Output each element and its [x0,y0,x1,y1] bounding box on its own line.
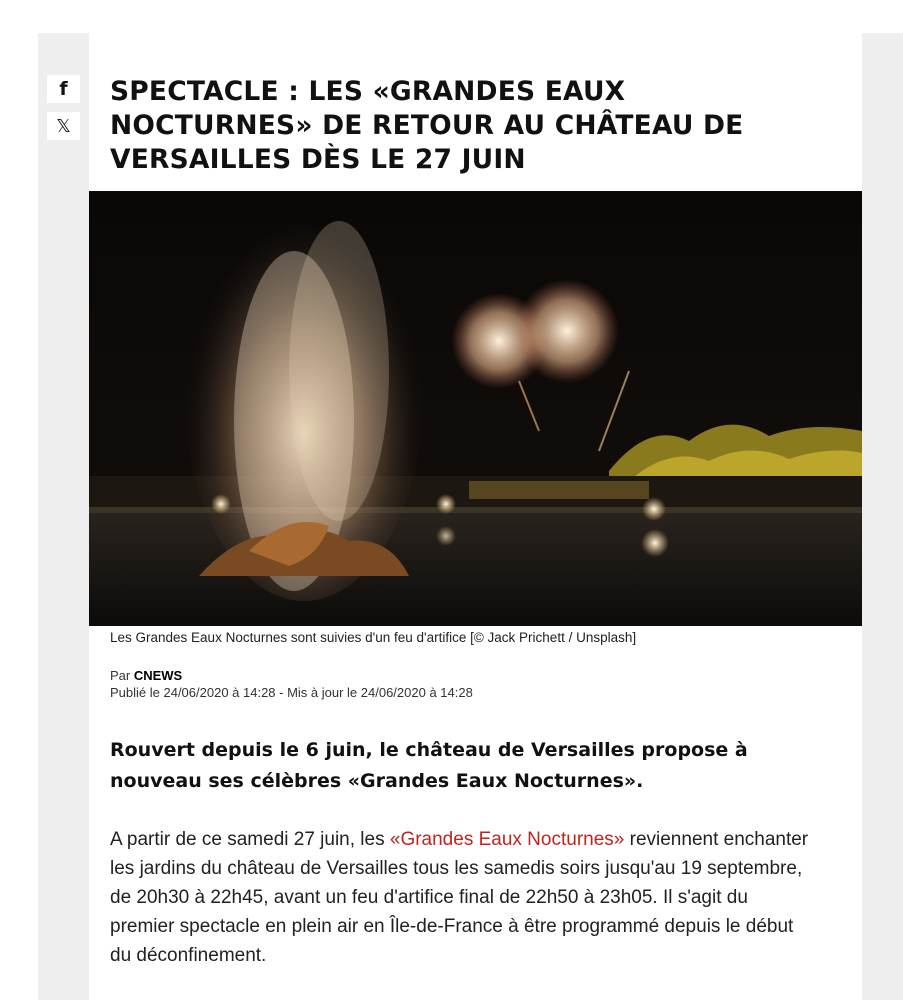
article-paragraph [110,825,810,970]
article-image [89,191,862,626]
byline-prefix: Par [110,668,134,683]
author-name[interactable]: CNEWS [133,668,183,683]
publish-date: Publié le 24/06/2020 à 14:28 - Mis à jour le 24/06/2020 à 14:28 [110,685,473,700]
image-caption: Les Grandes Eaux Nocturnes sont suivies d'un feu d'artifice [© Jack Prichett / Unsplash] [110,630,637,645]
paragraph-text-end: reviennent enchanter les jardins du château de Versailles tous les samedis soirs jusqu'au 19 septembre, de 20h30 à 22h45, avant un feu d'artifice final de 22h50 à 23h05. Il s'agit du premier spectacle en plein air en Île-de-France à être programmé depuis le début du déconfinement. [110,829,809,966]
left-gutter [38,33,89,1000]
facebook-share-icon[interactable]: f [47,75,80,103]
paragraph-text-start: A partir de ce samedi 27 juin, les [110,829,390,850]
x-share-icon[interactable]: 𝕏 [47,112,80,140]
article-title: SPECTACLE : LES «GRANDES EAUX NOCTURNES» DE RETOUR AU CHÂTEAU DE VERSAILLES DÈS LE 27 JUIN [110,76,744,175]
byline [110,667,473,701]
right-gutter [862,33,903,1000]
article-lead: Rouvert depuis le 6 juin, le château de Versailles propose à nouveau ses célèbres «Grandes Eaux Nocturnes». [110,739,748,792]
grandes-eaux-link[interactable]: «Grandes Eaux Nocturnes» [389,829,625,850]
